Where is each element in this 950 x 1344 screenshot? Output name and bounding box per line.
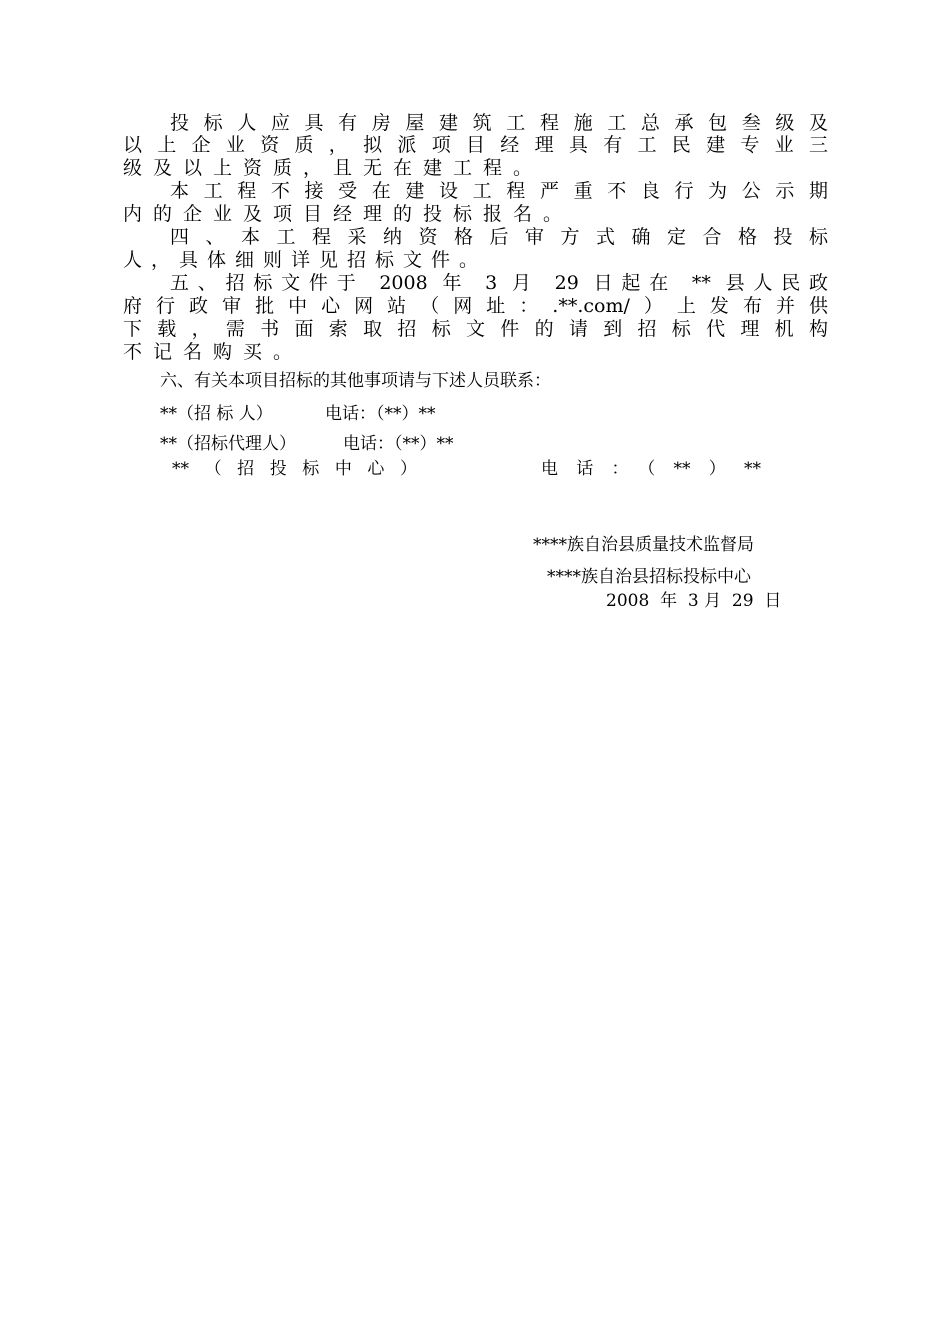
- signature-date: 2008 年 3 月 29 日: [606, 591, 782, 611]
- paragraph-4-line-1: 五、招标文件于 2008 年 3 月 29 日起在 ** 县人民政: [170, 272, 828, 294]
- paragraph-3-line-1: 四、本工程采纳资格后审方式确定合格投标: [170, 226, 828, 248]
- paragraph-1-line-3: 级及以上资质，且无在建工程。: [123, 157, 544, 179]
- signature-org-bidding-center: ****族自治县招标投标中心: [547, 567, 751, 587]
- contact-agent-name: **（招标代理人）: [160, 434, 296, 454]
- paragraph-2-line-1: 本工程不接受在建设工程严重不良行为公示期: [170, 180, 828, 202]
- paragraph-4-line-4: 不记名购买。: [123, 341, 304, 363]
- paragraph-1-line-1: 投标人应具有房屋建筑工程施工总承包叁级及: [170, 112, 828, 134]
- paragraph-1-line-2: 以上企业资质，拟派项目经理具有工民建专业三: [123, 134, 828, 156]
- contact-center-name: **（招投标中心）: [172, 459, 417, 479]
- contact-tenderer-phone: 电话：（**）**: [325, 404, 436, 424]
- paragraph-2-line-2: 内的企业及项目经理的投标报名。: [123, 203, 574, 225]
- paragraph-3-line-2: 人，具体细则详见招标文件。: [123, 249, 488, 271]
- signature-org-quality-bureau: ****族自治县质量技术监督局: [533, 535, 754, 555]
- paragraph-5: 六、有关本项目招标的其他事项请与下述人员联系：: [160, 371, 551, 391]
- contact-tenderer-name: **（招 标 人）: [160, 404, 273, 424]
- paragraph-4-line-2: 府行政审批中心网站（网址：.**.com/）上发布并供: [123, 295, 828, 317]
- contact-center-phone: 电话：（**）**: [541, 459, 761, 479]
- paragraph-4-line-3: 下载，需书面索取招标文件的请到招标代理机构: [123, 318, 828, 340]
- contact-agent-phone: 电话：（**）**: [343, 434, 454, 454]
